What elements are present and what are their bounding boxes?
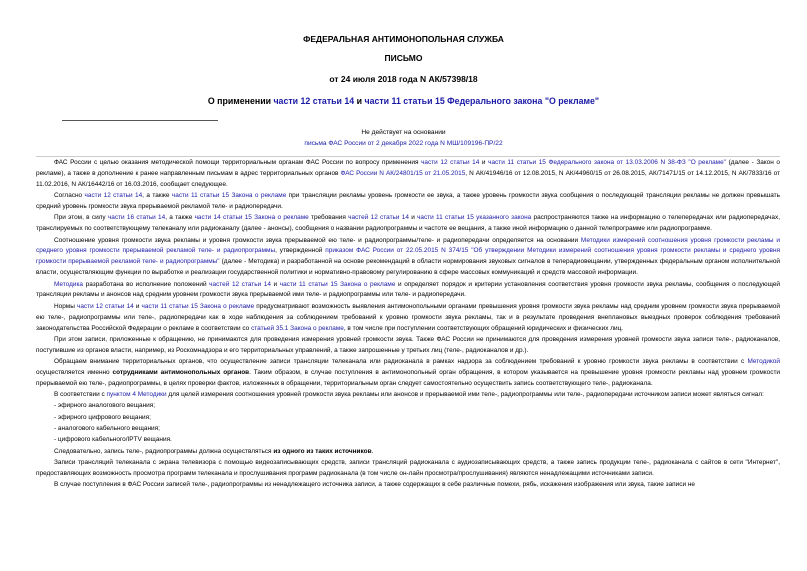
title-text: и <box>354 96 365 106</box>
text: и <box>270 280 280 288</box>
law-link[interactable]: части 16 статьи 14 <box>107 214 166 222</box>
title-divider <box>62 120 218 121</box>
text: Согласно <box>54 192 85 200</box>
text: и <box>408 214 418 222</box>
paragraph <box>36 191 780 213</box>
paragraph <box>36 158 780 191</box>
document-title <box>0 96 807 106</box>
law-link[interactable]: части 11 статьи 15 Федерального закона от 13.03.2006 N 38-ФЗ "О рекламе" <box>488 159 726 166</box>
paragraph <box>36 447 780 458</box>
text: предусматривают возможность выявления антимонопольными органами превышения уровня громкости звука рекламы над средним уровнем громкости звука прерываемой ею теле-, радиопрограммы или теле-, радиопередачи как в ходе наблюдения за соблюдением требований к уровню громкости звука рекламы, так и в результате проведения внеплановых выездных проверок соблюдения требований законодательства Российской Федерации о рекламе в соответствии со <box>36 302 780 332</box>
document-date-number: от 24 июля 2018 года N АК/57398/18 <box>329 74 478 84</box>
title-link-part-11-art-15[interactable]: части 11 статьи 15 Федерального закона "О рекламе" <box>364 96 600 106</box>
text: и определяет порядок и критерии установления соответствия уровня громкости звука рекламы, сообщения о последующей трансляции рекламы и анонсов над средним уровнем громкости звука прерываемой ими теле- и радиопрограммы или теле- и радиопередачи. <box>36 280 780 299</box>
text: , а также <box>165 214 195 222</box>
paragraph: В случае поступления в ФАС России записей теле-, радиопрограммы из ненадлежащего источника записи, а также содержащих в себе различные помехи, рябь, искажения изображения или звука, такие записи не <box>54 481 695 489</box>
paragraph <box>36 390 780 401</box>
document-kind: ПИСЬМО <box>384 53 423 63</box>
text: распространяются также на информацию о телепередачах или радиопередачах, транслируемых по соответствующему телеканалу или радиоканалу (далее - анонсы), сообщения о названии радиопрограммы и частоте ее вещания, а также иной информацию о данной телепрограмме или радиопрограмме. <box>36 214 780 233</box>
order-link[interactable]: приказом ФАС России от 22.05.2015 N 374/15 "Об утверждении Методики измерений соотношения уровня громкости рекламы и среднего уровня громкости прерываемой рекламой теле- и радиопрограммы" <box>36 247 780 266</box>
paragraph <box>36 236 780 280</box>
law-link[interactable]: части 12 статьи 14 <box>84 192 143 200</box>
law-link[interactable]: части 12 статьи 14 <box>76 302 134 310</box>
document-body <box>36 158 780 491</box>
text: . Таким образом, в случае поступления в антимонопольный орган обращения, в котором указывается на превышение уровня громкости рекламы над уровнем громкости прерываемой ею теле-, радиопрограммы, в целях проверки фактов, изложенных в обращении, территориальным орган следует самостоятельно осуществить запись соответствующего теле-, радиоканала. <box>36 368 780 387</box>
text: Соотношение уровня громкости звука рекламы и уровня громкости звука прерываемой ею теле- и радиопрограммы/теле- и радиопередачи определяется на основании <box>54 236 581 244</box>
paragraph <box>36 302 780 335</box>
text: , в том числе при поступлении соответствующих обращений юридических и физических лиц. <box>343 324 624 332</box>
law-link[interactable]: части 11 статьи 15 указанного закона <box>417 214 532 222</box>
list-item: - аналогового кабельного вещания; <box>54 425 160 433</box>
repeal-letter-link[interactable]: письма ФАС России от 2 декабря 2022 года N МШ/109196-ПР/22 <box>304 140 503 147</box>
emphasis-text: из одного из таких источников <box>273 447 372 455</box>
list-item: - эфирного цифрового вещания; <box>54 413 151 421</box>
methodology-point-link[interactable]: пунктом 4 Методики <box>106 391 167 399</box>
law-link[interactable]: части 11 статьи 15 Закона о рекламе <box>171 192 287 200</box>
paragraph <box>36 357 780 390</box>
text: осуществляется именно <box>36 368 113 376</box>
law-link[interactable]: частей 12 статьи 14 <box>348 214 409 222</box>
list-item: - эфирного аналогового вещания; <box>54 402 156 410</box>
text: Нормы <box>54 302 77 310</box>
text: , N АК/41946/16 от 12.08.2015, N АК/44960/15 от 26.08.2015, АК/71471/15 от 14.12.2015, N АК/7833/16 от 11.02.2016, N АК/16442/16 от 16.03.2016, сообщает следующее. <box>36 169 780 188</box>
text: При этом, в силу <box>54 214 108 222</box>
list-item: - цифрового кабельного/IPTV вещания. <box>54 436 172 444</box>
letter-link[interactable]: ФАС России N АК/24801/15 от 21.05.2015 <box>340 169 466 177</box>
text: Обращаем внимание территориальных органов, что осуществление записи трансляции телеканала или радиоканала в рамках надзора за соблюдением требований к уровню громкости звука рекламы в соответствии с <box>54 358 748 366</box>
law-link[interactable]: части 11 статьи 15 Закона о рекламе <box>279 280 396 288</box>
body-divider <box>36 156 780 157</box>
methodology-link[interactable]: Методикой <box>747 358 780 366</box>
issuer-heading: ФЕДЕРАЛЬНАЯ АНТИМОНОПОЛЬНАЯ СЛУЖБА <box>303 34 504 44</box>
status-note-link-line <box>0 140 807 147</box>
text: Следовательно, запись теле-, радиопрограммы должна осуществляться <box>54 447 274 455</box>
paragraph: Записи трансляций телеканала с экрана телевизора с помощью видеозаписывающих средств, записи трансляций радиоканала с аудиозаписывающих средств, а также запись продукции теле-, радиоканала с сайтов в сети "Интернет", предоставляющих возможность просмотра программ телеканала и прослушивания программ радиоканала (в том числе он-лайн просмотра/прослушивания) являются ненадлежащими источниками записи. <box>36 458 780 477</box>
law-link[interactable]: статьей 35.1 Закона о рекламе <box>251 324 344 332</box>
text: и <box>479 159 489 166</box>
title-text: О применении <box>207 96 274 106</box>
emphasis-text: сотрудниками антимонопольных органов <box>112 368 250 376</box>
text: разработана во исполнение положений <box>83 280 210 288</box>
text: (далее - Методика) и разработанной на основе рекомендаций в области нормирования звуковых сигналов в телерадиовещании, утвержденных федеральным органом исполнительной власти, осуществляющим функции по выработке и реализации государственной политики и нормативно-правовому регулированию в сфере массовых коммуникаций и средств массовой информации. <box>36 258 781 277</box>
text: . <box>371 447 374 455</box>
text: ФАС России с целью оказания методической помощи территориальным органам ФАС России по вопросу применения <box>54 159 422 166</box>
text: (далее - Закон о рекламе), а также в дополнение к ранее направленным письмам в адрес территориальных органов <box>36 159 780 177</box>
text: при трансляции рекламы уровень громкости ее звука, а также уровень громкости звука сообщения о последующей трансляции рекламы не должен превышать средний уровень громкости звука прерываемой рекламой теле- и радиопередачи. <box>36 192 780 211</box>
status-note: Не действует на основании <box>361 129 446 136</box>
text: требования <box>308 214 349 222</box>
text: , а также <box>142 192 172 200</box>
text: и <box>133 302 142 310</box>
paragraph <box>36 280 780 302</box>
methodology-link[interactable]: Методики измерений соотношения уровня громкости рекламы и среднего уровня громкости прерываемой рекламой теле- и радиопрограммы <box>36 236 780 255</box>
paragraph <box>36 213 780 235</box>
law-link[interactable]: части 11 статьи 15 Закона о рекламе <box>141 302 255 310</box>
title-link-part-12-art-14[interactable]: части 12 статьи 14 <box>273 96 355 106</box>
methodology-link[interactable]: Методика <box>54 280 84 288</box>
law-link[interactable]: частей 12 статьи 14 <box>209 280 271 288</box>
paragraph: При этом записи, приложенные к обращению, не принимаются для проведения измерения уровней громкости звука. Также ФАС России не принимаются для проведения измерения уровней громкости звука записи теле-, радиоканалов, поступившие из органов власти, например, из Роскомнадзора и его территориальных управлений, а также запрошенные у третьих лиц (теле-, радиоканалов и др.). <box>36 335 780 354</box>
text: для целей измерения соотношения уровней громкости звука рекламы или анонсов и прерываемой ими теле-, радиопрограммы или теле-, радиопередачи источником записи может являться сигнал: <box>166 391 764 399</box>
law-link[interactable]: части 12 статьи 14 <box>421 159 480 166</box>
text: В соответствии с <box>54 391 107 399</box>
law-link[interactable]: части 14 статьи 15 Закона о рекламе <box>194 214 309 222</box>
text: , утвержденной <box>275 247 326 255</box>
